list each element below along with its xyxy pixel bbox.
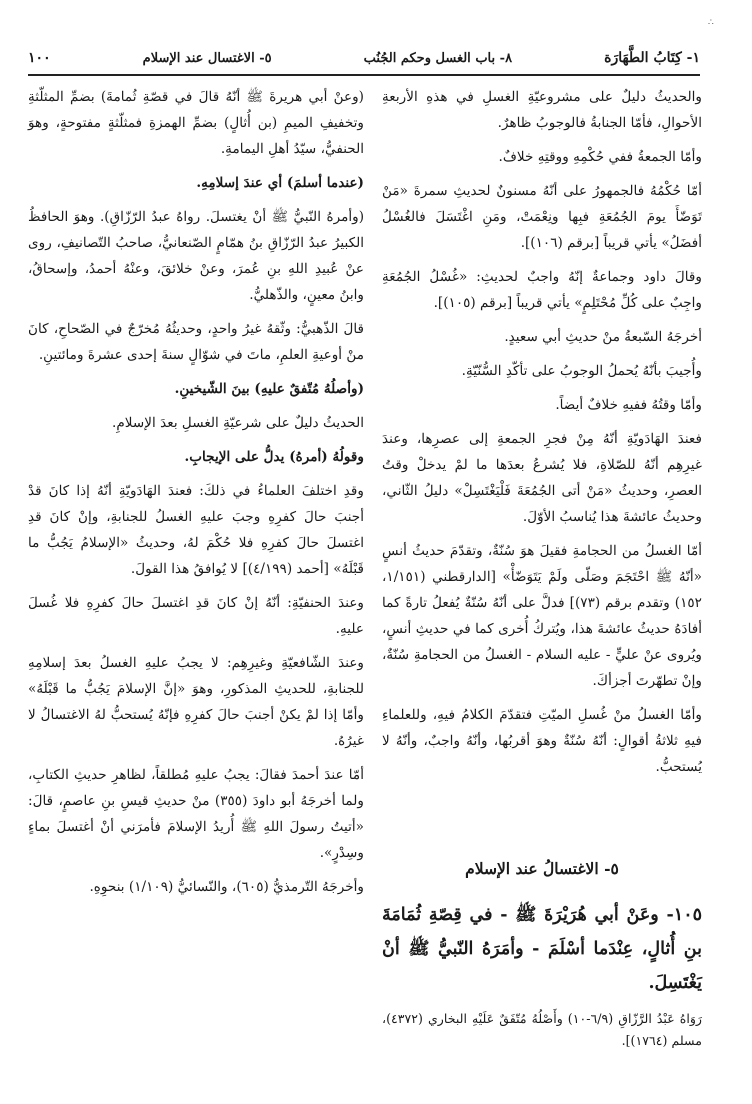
paragraph: وأمّا الغسلُ منْ غُسلِ الميّتِ فتقدّمَ الكلامُ فيهِ، وللعلماءِ فيهِ ثلاثةُ أقوالٍ: أنّهُ سُنّةٌ وهوَ أقربُها، وأنّهُ واجبٌ، وأنّهُ لا يُستحبُّ.: [382, 707, 702, 775]
header-section-title: ٥- الاغتسال عند الإسلام: [142, 50, 272, 66]
paragraph: وقدِ اختلفَ العلماءُ في ذلكَ: فعندَ الهَادَويّةِ أنّهُ إذا كانَ قدْ أجنبَ حالَ كفرِهِ وجبَ عليهِ الغسلُ للجنابةِ، وإنْ كانَ قدِ اغتسلَ حالَ كفرِهِ فلا حُكْمَ لهُ، وحديثُ «الإسلامُ يَجُبُّ ما قَبْلَهُ» [أحمد (٤/١٩٩)] لا يُوافقُ هذا القولَ.: [28, 483, 364, 577]
paragraph: وقولُهُ (أمرهُ) يدلُّ على الإيجابِ.: [184, 449, 364, 465]
paragraph: وعندَ الحنفيّةِ: أنّهُ إنْ كانَ قدِ اغتسلَ حالَ كفرِهِ فلا غُسلَ عليهِ.: [28, 595, 364, 637]
paragraph: (وعنْ أبي هريرةَ ﷺ أنّهُ قالَ في قصّةِ ثُمامةَ) بضمِّ المثلّثةِ وتخفيفِ الميمِ (بن أُثالٍ) بضمِّ الهمزةِ فمثلّثةٍ مفتوحةٍ، وهوَ الحنفيُّ، سيّدُ أهلِ اليمامةِ.: [28, 89, 364, 157]
page-number: ١٠٠: [28, 50, 51, 66]
header-chapter-title: ٨- باب الغسل وحكم الجُنُب: [363, 50, 513, 66]
paragraph: أمّا حُكْمُهُ فالجمهورُ على أنّهُ مسنونٌ لحديثِ سمرةَ «مَنْ تَوَضّأَ يومَ الجُمُعَةِ فبِها ونِعْمَتْ، ومَنِ اغْتَسَلَ فالغُسْلُ أفضَلُ» يأتي قريباً [برقم (١٠٦)].: [382, 183, 702, 251]
paragraph: وقالَ داود وجماعةٌ إنّهُ واجبٌ لحديثِ: «غُسْلُ الجُمُعَةِ واجِبٌ على كُلِّ مُحْتَلِمٍ» يأتي قريباً [برقم (١٠٥)].: [382, 269, 702, 311]
paragraph: وأمّا وقتُهُ ففيهِ خلافٌ أيضاً.: [555, 397, 702, 413]
paragraph: فعندَ الهَادَويّةِ أنّهُ مِنْ فجرِ الجمعةِ إلى عصرِها، وعندَ غيرِهِم أنّهُ للصّلاةِ، فلا يُشرعُ بعدَها ما لمْ يدخلْ وقتُ العصرِ، وحديثُ «مَنْ أتى الجُمُعَةَ فَلْيَغْتَسِلْ» دليلُ الثّاني، وحديثُ عائشةَ هذا يُناسبُ الأوّلَ.: [382, 431, 702, 525]
running-header: [28, 46, 700, 70]
paragraph: الحديثُ دليلٌ على شرعيّةِ الغسلِ بعدَ الإسلامِ.: [112, 415, 364, 431]
section-title: ٥- الاغتسالُ عند الإسلام: [465, 859, 619, 878]
header-rule: [28, 74, 700, 76]
hadith-source: رَوَاهُ عَبْدُ الرَّزّاقِ (٦/٩-١٠) وأَصْلُهُ مُتّفَقٌ عَلَيْهِ البخاري (٤٣٧٢)، مسلم (١٧٦٤)].: [382, 1011, 702, 1048]
right-column: [382, 84, 702, 1060]
paragraph: أمّا عندَ أحمدَ فقالَ: يجبُ عليهِ مُطلقاً، لظاهرِ حديثِ الكتابِ، ولما أخرجَهُ أبو داودَ (٣٥٥) منْ حديثِ قيسِ بنِ عاصمٍ، قالَ: «أتيتُ رسولَ اللهِ ﷺ أُريدُ الإسلامَ فأمرَني أنْ أغتسلَ بماءٍ وسِدْرٍ».: [28, 767, 364, 861]
paragraph: وأُجيبَ بأنّهُ يُحملُ الوجوبُ على تأكّدِ السُّنّيّةِ.: [461, 363, 702, 379]
paragraph: أمّا الغسلُ من الحجامةِ فقيلَ هوَ سُنّةٌ، وتقدّمَ حديثُ أنسٍ «أنّهُ ﷺ احْتَجَمَ وصَلّى ولَمْ يَتَوَضّأْ» [الدارقطني (١/١٥١، ١٥٢) وتقدم برقم (٧٣)] فدلَّ على أنّهُ سُنّةٌ يُفعلُ تارةً كما أفادَهُ حديثُ عائشةَ هذا، ويُتركُ أُخرى كما في حديثِ أنسٍ، ويُروى عنْ عليٍّ - عليه السلام - الغسلُ من الحجامةِ سُنّةٌ، وإنْ تطهّرتَ أجزأكَ.: [382, 543, 702, 689]
paragraph: أخرجَهُ السّبعةُ منْ حديثِ أبي سعيدٍ.: [504, 329, 702, 345]
header-book-title: ١- كِتَابُ الطَّهَارَة: [604, 50, 700, 66]
hadith-text: ١٠٥- وعَنْ أبي هُرَيْرَةَ ﷺ - في قِصّةِ ثُمَامَةَ بنِ أُثالٍ، عِنْدَما أسْلَمَ - وأمَرَهُ النّبيُّ ﷺ أنْ يَغْتَسِلَ.: [382, 905, 702, 993]
left-column: [28, 84, 364, 908]
paragraph: (وأصلُهُ مُتّفقٌ عليهِ) بينَ الشّيخينِ.: [174, 381, 364, 397]
corner-mark: ∴: [708, 18, 714, 28]
paragraph: وعندَ الشّافعيّةِ وغيرِهِم: لا يجبُ عليهِ الغسلُ بعدَ إسلامِهِ للجنابةِ، للحديثِ المذكورِ، وهوَ «إنَّ الإسلامَ يَجُبُّ ما قَبْلَهُ» وأمّا إذا لمْ يكنْ أجنبَ حالَ كفرِهِ فإنّهُ يُستحبُّ لهُ الاغتسالُ لا غيرُهُ.: [28, 655, 364, 749]
paragraph: قالَ الذّهبيُّ: وثّقهُ غيرُ واحدٍ، وحديثُهُ مُخرّجٌ في الصّحاحِ، كانَ منْ أوعيةِ العلمِ، ماتَ في شوّالٍ سنةَ إحدى عشرةَ ومائتينِ.: [28, 321, 364, 363]
paragraph: والحديثُ دليلٌ على مشروعيّةِ الغسلِ في هذهِ الأربعةِ الأحوالِ، فأمّا الجنابةُ فالوجوبُ ظاهرٌ.: [382, 89, 702, 131]
paragraph: (وأمرهُ النّبيُّ ﷺ أنْ يغتسلَ. رواهُ عبدُ الرّزّاقِ). وهوَ الحافظُ الكبيرُ عبدُ الرّزّاقِ بنُ همّامٍ الصّنعانيُّ، صاحبُ التّصانيفِ، روى عنْ عُبيدِ اللهِ بنِ عُمرَ، وعنْ خلائقَ، وعنْهُ أحمدُ، وإسحاقُ، وابنُ معينٍ، والذّهليُّ.: [28, 209, 364, 303]
paragraph: وأخرجَهُ التّرمذيُّ (٦٠٥)، والنّسائيُّ (١/١٠٩) بنحوِهِ.: [89, 879, 364, 895]
paragraph: وأمّا الجمعةُ ففي حُكْمِهِ ووقتِهِ خلافٌ.: [498, 149, 702, 165]
paragraph: (عندما أسلمَ) أي عندَ إسلامِهِ.: [196, 175, 364, 191]
